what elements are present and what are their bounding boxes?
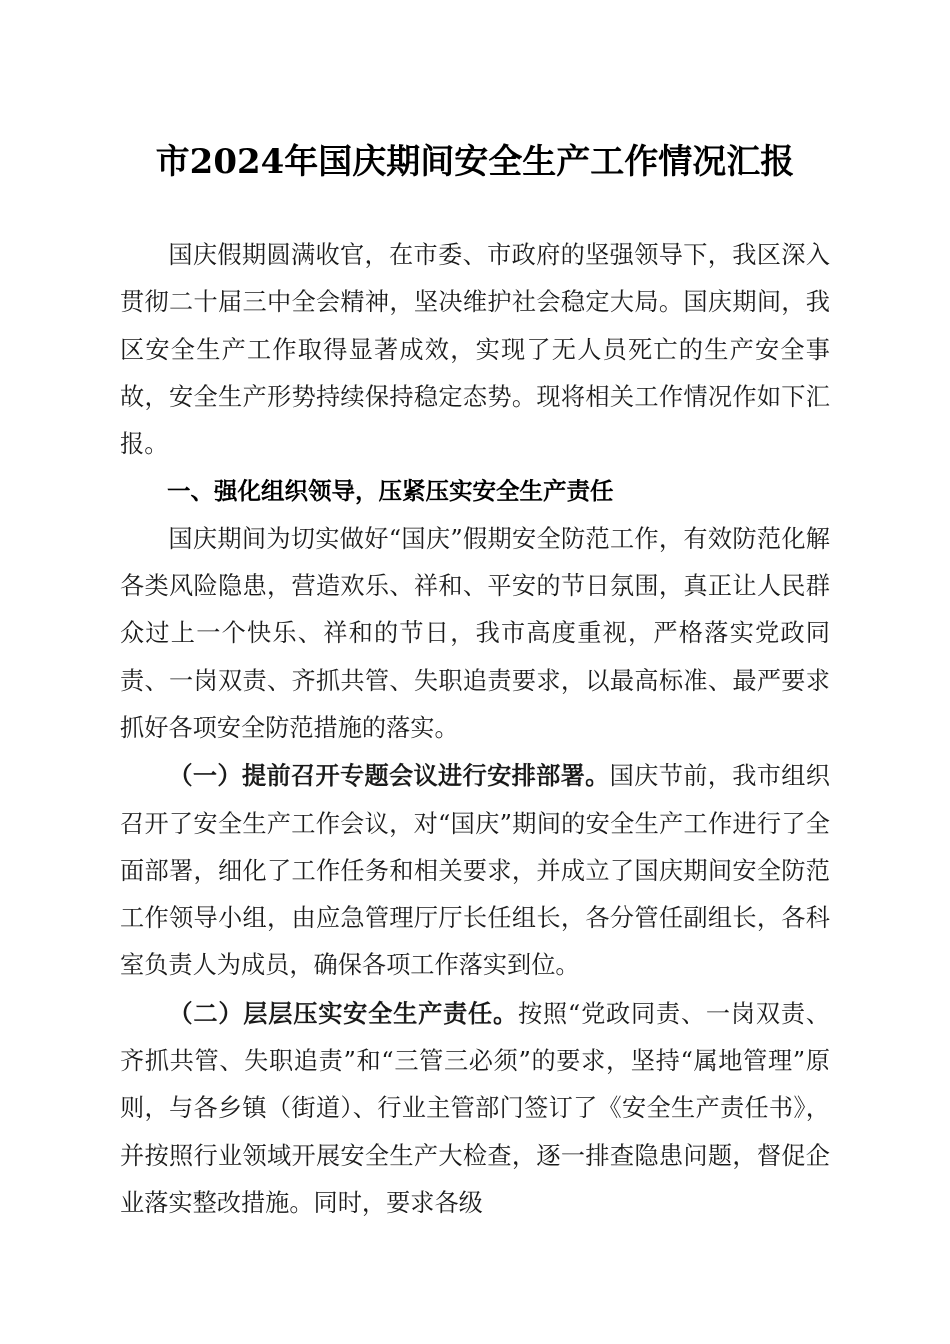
item-text-1: 国庆节前，我市组织召开了安全生产工作会议，对“国庆”期间的安全生产工作进行了全面部署，细化了工作任务和相关要求，并成立了国庆期间安全防范工作领导小组，由应急管理厅厅长任组长，各分管任副组长，各科室负责人为成员，确保各项工作落实到位。 <box>120 762 830 980</box>
section-heading: 一、强化组织领导，压紧压实安全生产责任 <box>167 477 614 506</box>
intro-paragraph: 国庆假期圆满收官，在市委、市政府的坚强领导下，我区深入贯彻二十届三中全会精神，坚决维护社会稳定大局。国庆期间，我区安全生产工作取得显著成效，实现了无人员死亡的生产安全事故，安全生产形势持续保持稳定态势。现将相关工作情况作如下汇报。 <box>120 241 830 459</box>
section-paragraph: 国庆期间为切实做好“国庆”假期安全防范工作，有效防范化解各类风险隐患，营造欢乐、祥和、平安的节日氛围，真正让人民群众过上一个快乐、祥和的节日，我市高度重视，严格落实党政同责、一岗双责、齐抓共管、失职追责要求，以最高标准、最严要求抓好各项安全防范措施的落实。 <box>120 524 830 742</box>
document-title: 市2024年国庆期间安全生产工作情况汇报 <box>155 142 795 182</box>
item-text-2: 按照“党政同责、一岗双责、齐抓共管、失职追责”和“三管三必须”的要求，坚持“属地管理”原则，与各乡镇（街道）、行业主管部门签订了《安全生产责任书》，并按照行业领域开展安全生产大检查，逐一排查隐患问题，督促企业落实整改措施。同时，要求各级 <box>120 999 830 1217</box>
item-subtitle-1: （一）提前召开专题会议进行安排部署。 <box>168 761 610 791</box>
item-subtitle-2: （二）层层压实安全生产责任。 <box>168 998 518 1028</box>
item-paragraph-1 <box>120 752 830 989</box>
item-paragraph-2 <box>120 990 830 1227</box>
document-body <box>120 232 830 1227</box>
